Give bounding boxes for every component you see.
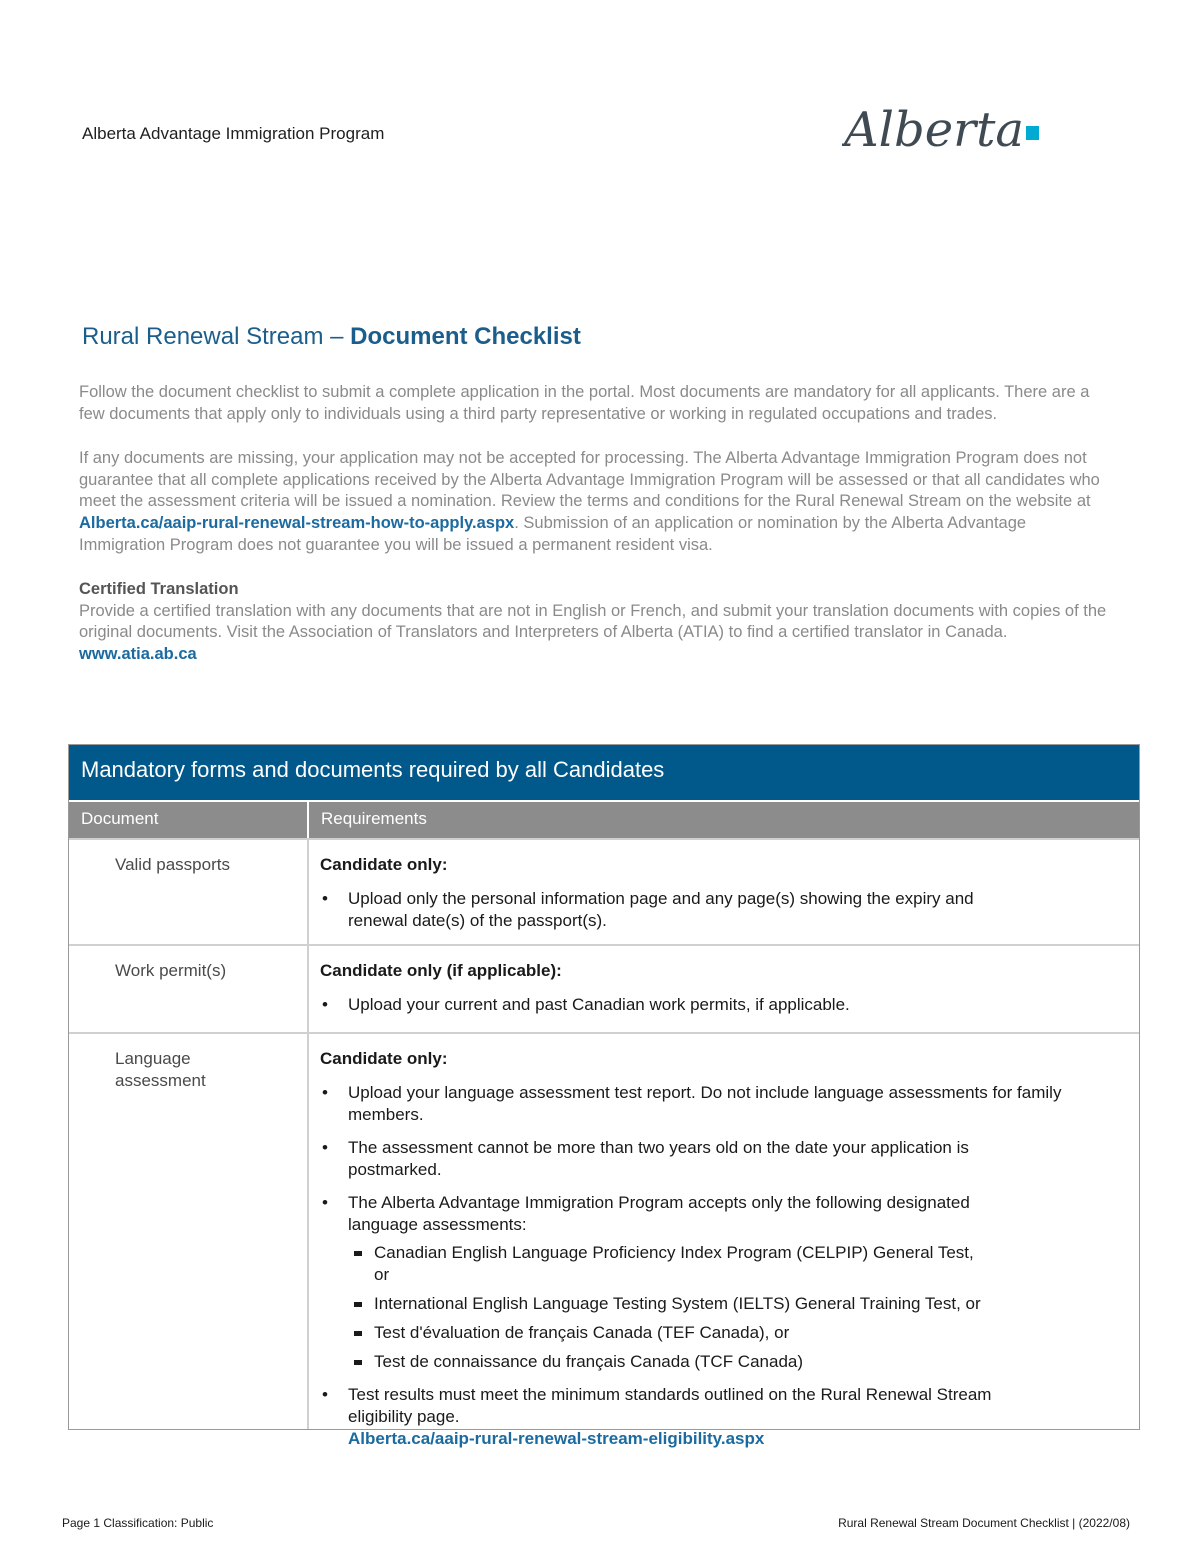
title-prefix: Rural Renewal Stream – bbox=[82, 323, 351, 350]
requirement-bullet-list bbox=[348, 1192, 988, 1373]
requirement-bullet-text: The Alberta Advantage Immigration Program accepts only the following designated language assessments: bbox=[348, 1193, 970, 1234]
intro-section bbox=[79, 382, 1109, 666]
eligibility-link[interactable]: Alberta.ca/aaip-rural-renewal-stream-eligibility.aspx bbox=[348, 1429, 765, 1448]
requirement-bullet: • Upload only the personal information page and any page(s) showing the expiry and renewal date(s) of the passport(s). bbox=[348, 888, 1028, 932]
requirement-heading: Candidate only: bbox=[320, 855, 448, 874]
table-header-row bbox=[69, 800, 1139, 838]
language-test-item: Test de connaissance du français Canada (TCF Canada) bbox=[374, 1351, 988, 1373]
program-name: Alberta Advantage Immigration Program bbox=[82, 124, 385, 143]
column-header-document: Document bbox=[69, 802, 309, 838]
requirement-bullet bbox=[348, 1384, 1008, 1450]
intro-paragraph-2: If any documents are missing, your application may not be accepted for processing. The Alberta Advantage Immigration Program does not guarantee that all complete applications received by the Alberta Advantage Immigration Program will be assessed or that all candidates who meet the assessment criteria will be issued a nomination. Review the terms and conditions for the Rural Renewal Stream on the website at Alberta.ca/aaip-rural-renewal-stream-how-to-apply.aspx. Submission of an application or nomination by the Alberta Advantage Immigration Program does not guarantee you will be issued a permanent resident visa. bbox=[79, 449, 1100, 554]
requirement-bullet: • Upload your current and past Canadian work permits, if applicable. bbox=[348, 994, 1119, 1016]
how-to-apply-link[interactable]: Alberta.ca/aaip-rural-renewal-stream-how-to-apply.aspx bbox=[79, 513, 515, 532]
certified-translation-section bbox=[79, 579, 1109, 665]
title-bold: Document Checklist bbox=[350, 323, 581, 350]
intro-paragraph-1: Follow the document checklist to submit a complete application in the portal. Most documents are mandatory for all applicants. There are a few documents that apply only to individuals using a third party representative or working in regulated occupations and trades. bbox=[79, 383, 1090, 423]
requirement-bullet: • Upload your language assessment test report. Do not include language assessments for family members. bbox=[348, 1082, 1118, 1126]
requirement-bullet: • The assessment cannot be more than two years old on the date your application is postmarked. bbox=[348, 1137, 1028, 1181]
logo-accent-square bbox=[1026, 126, 1039, 140]
page-title bbox=[82, 323, 581, 351]
column-header-requirements: Requirements bbox=[321, 809, 427, 828]
atia-link[interactable]: www.atia.ab.ca bbox=[79, 644, 197, 663]
language-test-item: Test d'évaluation de français Canada (TEF Canada), or bbox=[374, 1322, 988, 1344]
table-row-language-assessment bbox=[69, 1032, 1139, 1448]
document-name: Work permit(s) bbox=[69, 946, 309, 1032]
document-name: Language assessment bbox=[69, 1034, 309, 1429]
certified-translation-text: Provide a certified translation with any documents that are not in English or French, and submit your translation documents with copies of the original documents. Visit the Association of Translators and Interpreters of Alberta (ATIA) to find a certified translator in Canada. bbox=[79, 601, 1107, 642]
logo-wordmark: Alberta bbox=[844, 102, 1024, 158]
requirement-bullet-text: Test results must meet the minimum standards outlined on the Rural Renewal Stream eligibility page. bbox=[348, 1385, 992, 1426]
document-name: Valid passports bbox=[69, 840, 309, 944]
requirement-heading: Candidate only (if applicable): bbox=[320, 961, 562, 980]
footer-page-classification: Page 1 Classification: Public bbox=[62, 1516, 214, 1530]
language-test-item: International English Language Testing System (IELTS) General Training Test, or bbox=[374, 1293, 988, 1315]
requirement-heading: Candidate only: bbox=[320, 1049, 448, 1068]
certified-translation-heading: Certified Translation bbox=[79, 580, 239, 599]
table-row-work-permits bbox=[69, 944, 1139, 1032]
footer-document-title: Rural Renewal Stream Document Checklist | (2022/08) bbox=[838, 1516, 1130, 1530]
table-banner: Mandatory forms and documents required by all Candidates bbox=[69, 745, 1139, 800]
mandatory-documents-table bbox=[68, 744, 1140, 1448]
language-test-item: Canadian English Language Proficiency Index Program (CELPIP) General Test, or bbox=[374, 1242, 988, 1286]
alberta-logo bbox=[842, 92, 1047, 158]
table-row-passports bbox=[69, 838, 1139, 944]
